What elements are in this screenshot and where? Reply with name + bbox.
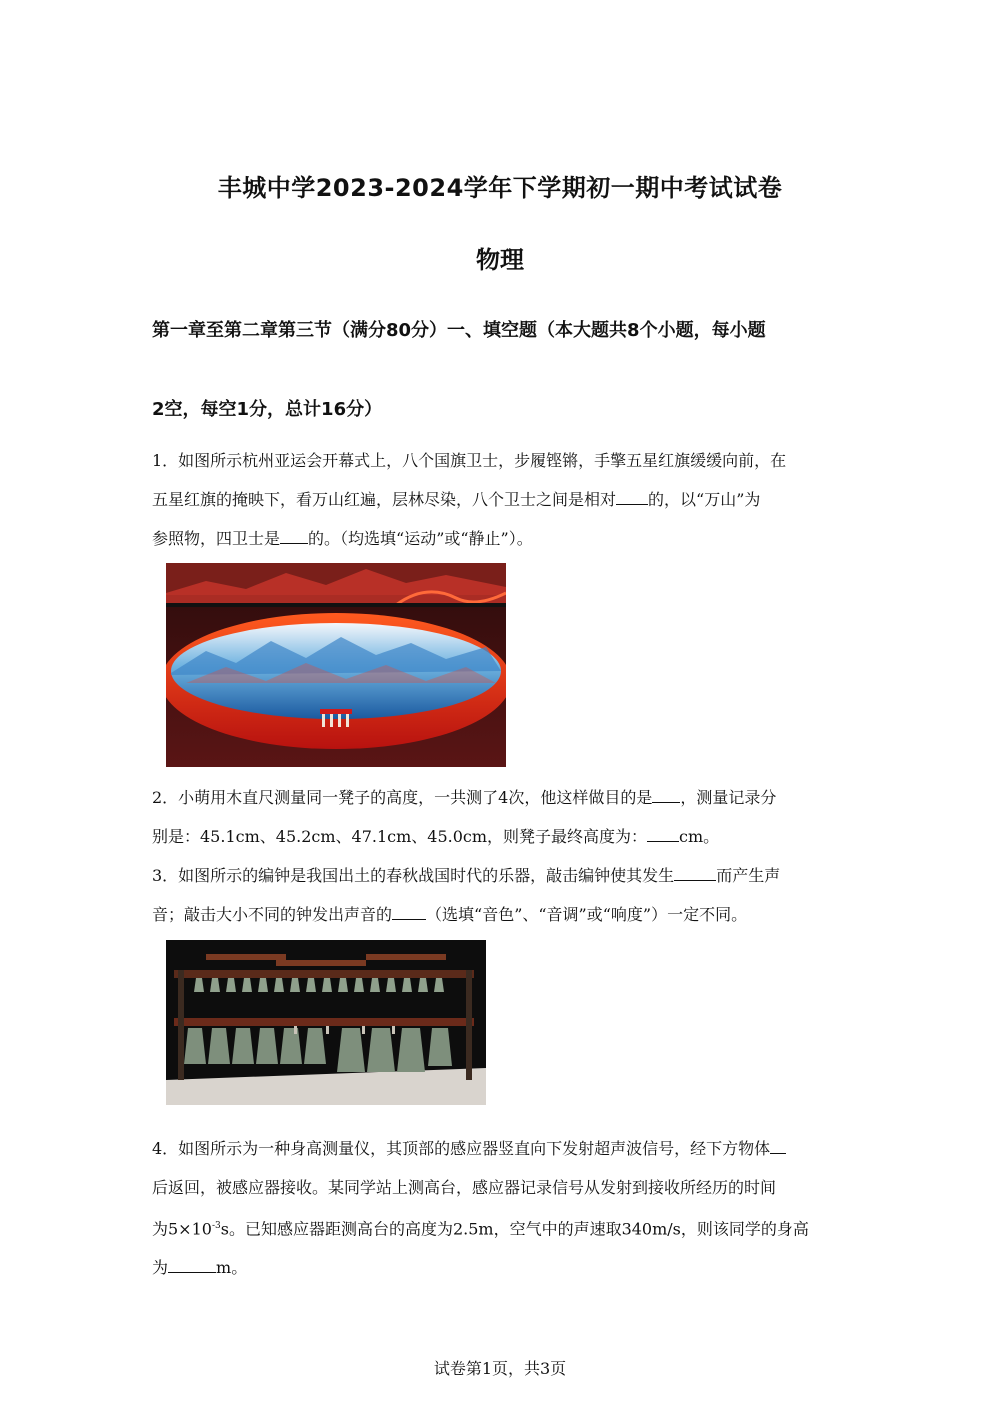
question-3: [152, 856, 852, 934]
question-1-line3: 参照物，四卫士是 的。（均选填“运动”或“静止”）。: [152, 519, 852, 558]
answer-blank-4[interactable]: [647, 823, 679, 842]
answer-blank-3[interactable]: [652, 784, 680, 803]
answer-blank-2[interactable]: [280, 525, 308, 544]
question-4-line2: 后返回，被感应器接收。某同学站上测高台，感应器记录信号从发射到接收所经历的时间: [152, 1178, 777, 1197]
exam-title: 丰城中学2023-2024学年下学期初一期中考试试卷: [217, 174, 783, 202]
answer-blank-6[interactable]: [392, 901, 426, 920]
section-heading-line1: 第一章至第二章第三节（满分80分）一、填空题（本大题共8个小题，每小题: [152, 320, 766, 341]
question-2: [152, 778, 852, 856]
section-heading-line2: 2空，每空1分，总计16分）: [152, 399, 383, 420]
question-1: [152, 441, 852, 558]
question-4: [152, 1129, 852, 1287]
question-2-line2: 别是：45.1cm、45.2cm、47.1cm、45.0cm，则凳子最终高度为： cm。: [152, 817, 852, 856]
subject-title: 物理: [476, 246, 524, 274]
page-footer: 试卷第1页，共3页: [433, 1359, 567, 1378]
question-3-line2: 音；敲击大小不同的钟发出声音的 （选填“音色”、“音调”或“响度”）一定不同。: [152, 895, 852, 934]
answer-blank-1[interactable]: [616, 486, 648, 505]
question-4-line3: 为$5\times 10^{-3}s$。已知感应器距测高台的高度为2.5m，空气中的声速取340m/s，则该同学的身高: [152, 1219, 809, 1239]
question-3-line1: 3．如图所示的编钟是我国出土的春秋战国时代的乐器，敲击编钟使其发生 而产生声: [152, 856, 852, 895]
question-4-line1: 4．如图所示为一种身高测量仪，其顶部的感应器竖直向下发射超声波信号，经下方物体: [152, 1129, 852, 1168]
answer-blank-8[interactable]: [168, 1254, 216, 1273]
question-4-line4: 为 m。: [152, 1248, 852, 1287]
question-2-line1: 2．小萌用木直尺测量同一凳子的高度，一共测了4次，他这样做目的是 ，测量记录分: [152, 778, 852, 817]
answer-blank-7[interactable]: [770, 1135, 786, 1154]
answer-blank-5[interactable]: [674, 862, 716, 881]
opening-ceremony-image: [166, 563, 506, 767]
question-1-line2: 五星红旗的掩映下，看万山红遍，层林尽染，八个卫士之间是相对 的，以“万山”为: [152, 480, 852, 519]
question-1-line1: 1．如图所示杭州亚运会开幕式上，八个国旗卫士，步履铿锵，手擎五星红旗缓缓向前，在: [152, 451, 787, 470]
bianzhong-bells-image: [166, 940, 486, 1105]
